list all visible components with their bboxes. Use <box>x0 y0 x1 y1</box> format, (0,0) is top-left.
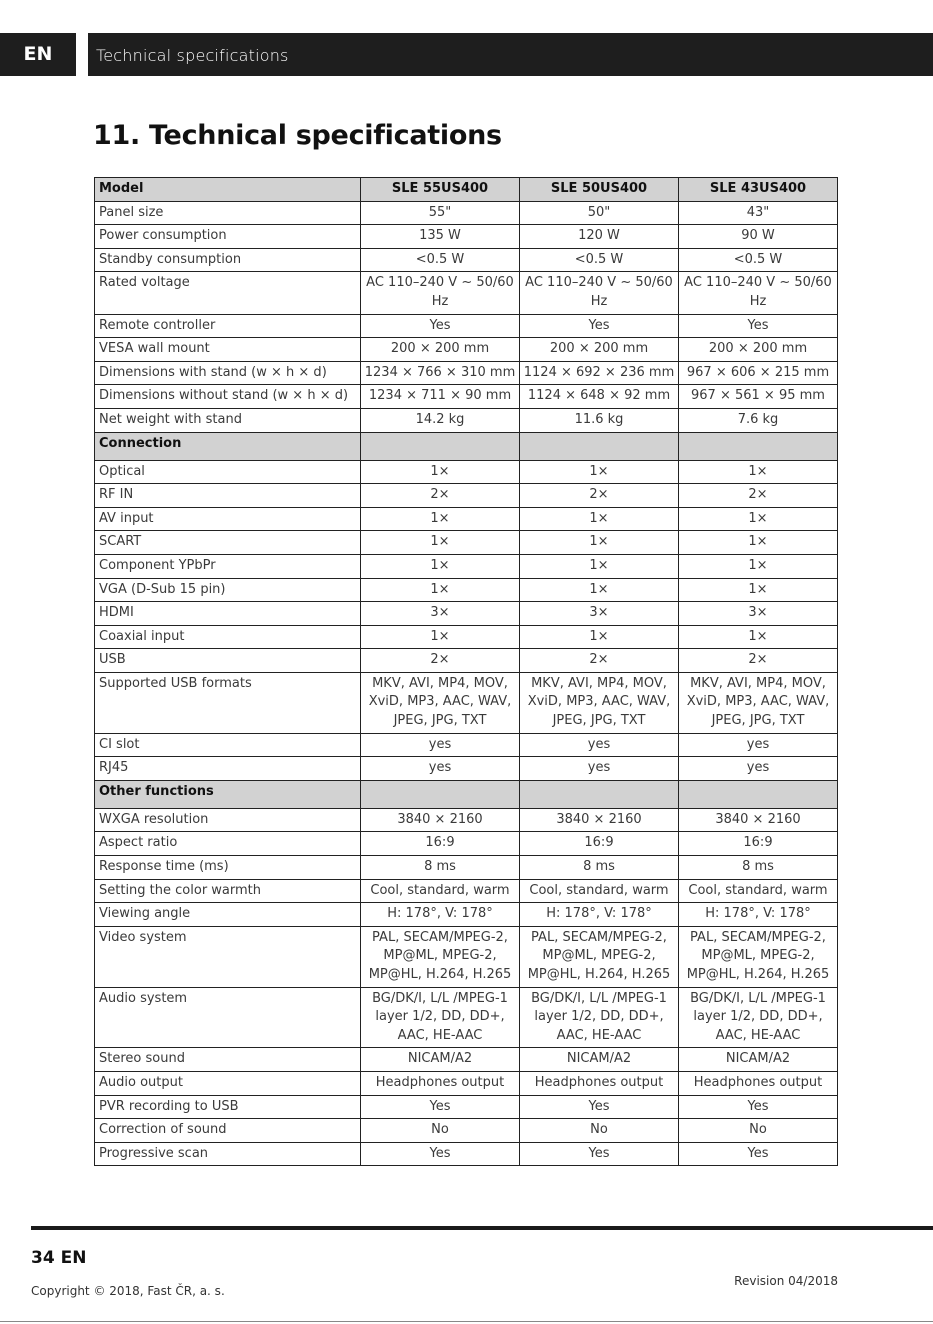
cell-value: yes <box>520 733 679 757</box>
table-row <box>95 272 838 314</box>
cell-value: H: 178°, V: 178° <box>361 903 520 927</box>
table-row <box>95 808 838 832</box>
table-row <box>95 649 838 673</box>
section-empty-cell <box>520 432 679 460</box>
cell-value: 1× <box>679 554 838 578</box>
cell-value: 1× <box>361 531 520 555</box>
column-header-model: Model <box>95 178 361 202</box>
row-label: Panel size <box>95 201 361 225</box>
footer-rule <box>31 1226 933 1230</box>
row-label: Net weight with stand <box>95 408 361 432</box>
cell-value: 1× <box>520 578 679 602</box>
page-number: 34 EN <box>31 1248 87 1268</box>
row-label: PVR recording to USB <box>95 1095 361 1119</box>
cell-value: 16:9 <box>361 832 520 856</box>
table-row <box>95 338 838 362</box>
cell-value: PAL, SECAM/MPEG-2, MP@ML, MPEG-2, MP@HL, H.264, H.265 <box>679 926 838 987</box>
cell-value: 1× <box>520 531 679 555</box>
cell-value: 1× <box>679 507 838 531</box>
section-empty-cell <box>361 432 520 460</box>
cell-value: No <box>361 1119 520 1143</box>
cell-value: Yes <box>679 1095 838 1119</box>
cell-value: 43" <box>679 201 838 225</box>
spec-table <box>94 177 838 1166</box>
table-row <box>95 672 838 733</box>
row-label: USB <box>95 649 361 673</box>
cell-value: 3× <box>679 602 838 626</box>
row-label: VESA wall mount <box>95 338 361 362</box>
table-row <box>95 1071 838 1095</box>
table-row <box>95 903 838 927</box>
revision: Revision 04/2018 <box>734 1274 838 1288</box>
cell-value: Yes <box>361 314 520 338</box>
cell-value: H: 178°, V: 178° <box>679 903 838 927</box>
cell-value: PAL, SECAM/MPEG-2, MP@ML, MPEG-2, MP@HL, H.264, H.265 <box>520 926 679 987</box>
cell-value: Headphones output <box>361 1071 520 1095</box>
row-label: CI slot <box>95 733 361 757</box>
column-header-model-2: SLE 50US400 <box>520 178 679 202</box>
table-row <box>95 625 838 649</box>
cell-value: 2× <box>520 484 679 508</box>
table-row <box>95 926 838 987</box>
cell-value: BG/DK/I, L/L /MPEG-1 layer 1/2, DD, DD+, AAC, HE-AAC <box>361 987 520 1048</box>
section-title: Other functions <box>95 780 361 808</box>
cell-value: 1× <box>679 531 838 555</box>
table-row <box>95 361 838 385</box>
cell-value: 1234 × 766 × 310 mm <box>361 361 520 385</box>
cell-value: <0.5 W <box>520 248 679 272</box>
cell-value: AC 110–240 V ~ 50/60 Hz <box>361 272 520 314</box>
row-label: Standby consumption <box>95 248 361 272</box>
cell-value: Headphones output <box>520 1071 679 1095</box>
row-label: SCART <box>95 531 361 555</box>
row-label: Component YPbPr <box>95 554 361 578</box>
section-row <box>95 780 838 808</box>
row-label: Video system <box>95 926 361 987</box>
section-empty-cell <box>361 780 520 808</box>
table-row <box>95 507 838 531</box>
cell-value: 1× <box>361 625 520 649</box>
section-row <box>95 432 838 460</box>
table-header-row <box>95 178 838 202</box>
cell-value: Yes <box>679 314 838 338</box>
cell-value: 7.6 kg <box>679 408 838 432</box>
cell-value: 200 × 200 mm <box>361 338 520 362</box>
cell-value: yes <box>520 757 679 781</box>
cell-value: 1× <box>520 554 679 578</box>
row-label: VGA (D-Sub 15 pin) <box>95 578 361 602</box>
header-separator <box>76 33 88 76</box>
row-label: Power consumption <box>95 225 361 249</box>
row-label: AV input <box>95 507 361 531</box>
cell-value: NICAM/A2 <box>520 1048 679 1072</box>
page-title: 11. Technical specifications <box>93 120 502 151</box>
cell-value: 2× <box>520 649 679 673</box>
cell-value: NICAM/A2 <box>361 1048 520 1072</box>
cell-value: Cool, standard, warm <box>520 879 679 903</box>
table-row <box>95 408 838 432</box>
row-label: Optical <box>95 460 361 484</box>
cell-value: Cool, standard, warm <box>679 879 838 903</box>
cell-value: No <box>520 1119 679 1143</box>
table-row <box>95 460 838 484</box>
cell-value: Yes <box>679 1142 838 1166</box>
cell-value: <0.5 W <box>361 248 520 272</box>
cell-value: 1× <box>361 578 520 602</box>
row-label: Rated voltage <box>95 272 361 314</box>
cell-value: Yes <box>520 1095 679 1119</box>
table-row <box>95 385 838 409</box>
table-row <box>95 733 838 757</box>
cell-value: 1234 × 711 × 90 mm <box>361 385 520 409</box>
cell-value: Yes <box>520 314 679 338</box>
row-label: Setting the color warmth <box>95 879 361 903</box>
table-row <box>95 1048 838 1072</box>
cell-value: 1× <box>520 507 679 531</box>
cell-value: yes <box>679 757 838 781</box>
cell-value: 8 ms <box>679 856 838 880</box>
cell-value: 120 W <box>520 225 679 249</box>
cell-value: 135 W <box>361 225 520 249</box>
cell-value: MKV, AVI, MP4, MOV, XviD, MP3, AAC, WAV, JPEG, JPG, TXT <box>520 672 679 733</box>
cell-value: 1× <box>361 460 520 484</box>
cell-value: 16:9 <box>520 832 679 856</box>
cell-value: Headphones output <box>679 1071 838 1095</box>
row-label: Correction of sound <box>95 1119 361 1143</box>
cell-value: 1× <box>679 460 838 484</box>
row-label: Progressive scan <box>95 1142 361 1166</box>
table-row <box>95 1095 838 1119</box>
section-empty-cell <box>679 432 838 460</box>
row-label: Remote controller <box>95 314 361 338</box>
table-row <box>95 201 838 225</box>
cell-value: No <box>679 1119 838 1143</box>
cell-value: Yes <box>361 1142 520 1166</box>
cell-value: 1× <box>679 625 838 649</box>
row-label: Stereo sound <box>95 1048 361 1072</box>
row-label: Audio system <box>95 987 361 1048</box>
cell-value: 200 × 200 mm <box>520 338 679 362</box>
cell-value: 14.2 kg <box>361 408 520 432</box>
cell-value: 967 × 561 × 95 mm <box>679 385 838 409</box>
cell-value: 55" <box>361 201 520 225</box>
table-row <box>95 1142 838 1166</box>
row-label: Supported USB formats <box>95 672 361 733</box>
cell-value: 3× <box>520 602 679 626</box>
table-row <box>95 987 838 1048</box>
cell-value: 2× <box>679 484 838 508</box>
column-header-model-1: SLE 55US400 <box>361 178 520 202</box>
row-label: WXGA resolution <box>95 808 361 832</box>
cell-value: 1× <box>361 507 520 531</box>
row-label: Audio output <box>95 1071 361 1095</box>
cell-value: yes <box>361 757 520 781</box>
row-label: Viewing angle <box>95 903 361 927</box>
cell-value: 1× <box>520 625 679 649</box>
header-title: Technical specifications <box>96 46 289 65</box>
cell-value: yes <box>679 733 838 757</box>
cell-value: 1124 × 648 × 92 mm <box>520 385 679 409</box>
cell-value: MKV, AVI, MP4, MOV, XviD, MP3, AAC, WAV, JPEG, JPG, TXT <box>361 672 520 733</box>
cell-value: AC 110–240 V ~ 50/60 Hz <box>520 272 679 314</box>
table-row <box>95 484 838 508</box>
table-row <box>95 225 838 249</box>
cell-value: 1× <box>679 578 838 602</box>
cell-value: MKV, AVI, MP4, MOV, XviD, MP3, AAC, WAV, JPEG, JPG, TXT <box>679 672 838 733</box>
cell-value: BG/DK/I, L/L /MPEG-1 layer 1/2, DD, DD+, AAC, HE-AAC <box>679 987 838 1048</box>
cell-value: H: 178°, V: 178° <box>520 903 679 927</box>
table-row <box>95 832 838 856</box>
cell-value: 1× <box>361 554 520 578</box>
bottom-line <box>0 1321 933 1322</box>
cell-value: BG/DK/I, L/L /MPEG-1 layer 1/2, DD, DD+, AAC, HE-AAC <box>520 987 679 1048</box>
cell-value: yes <box>361 733 520 757</box>
table-row <box>95 248 838 272</box>
cell-value: 3840 × 2160 <box>520 808 679 832</box>
table-row <box>95 879 838 903</box>
cell-value: 1124 × 692 × 236 mm <box>520 361 679 385</box>
row-label: Dimensions with stand (w × h × d) <box>95 361 361 385</box>
cell-value: 2× <box>361 649 520 673</box>
table-row <box>95 1119 838 1143</box>
cell-value: 50" <box>520 201 679 225</box>
table-row <box>95 554 838 578</box>
cell-value: 1× <box>520 460 679 484</box>
cell-value: 3840 × 2160 <box>361 808 520 832</box>
cell-value: 8 ms <box>520 856 679 880</box>
cell-value: AC 110–240 V ~ 50/60 Hz <box>679 272 838 314</box>
copyright: Copyright © 2018, Fast ČR, a. s. <box>31 1284 225 1298</box>
cell-value: 90 W <box>679 225 838 249</box>
table-row <box>95 757 838 781</box>
cell-value: 11.6 kg <box>520 408 679 432</box>
cell-value: Cool, standard, warm <box>361 879 520 903</box>
row-label: RF IN <box>95 484 361 508</box>
cell-value: PAL, SECAM/MPEG-2, MP@ML, MPEG-2, MP@HL, H.264, H.265 <box>361 926 520 987</box>
cell-value: 200 × 200 mm <box>679 338 838 362</box>
section-empty-cell <box>679 780 838 808</box>
row-label: Aspect ratio <box>95 832 361 856</box>
cell-value: 8 ms <box>361 856 520 880</box>
row-label: Coaxial input <box>95 625 361 649</box>
cell-value: NICAM/A2 <box>679 1048 838 1072</box>
spec-table-body <box>95 178 838 1166</box>
language-tab: EN <box>23 43 53 65</box>
row-label: Response time (ms) <box>95 856 361 880</box>
table-row <box>95 578 838 602</box>
row-label: HDMI <box>95 602 361 626</box>
cell-value: 2× <box>679 649 838 673</box>
cell-value: Yes <box>361 1095 520 1119</box>
table-row <box>95 856 838 880</box>
row-label: Dimensions without stand (w × h × d) <box>95 385 361 409</box>
cell-value: 2× <box>361 484 520 508</box>
table-row <box>95 314 838 338</box>
cell-value: <0.5 W <box>679 248 838 272</box>
cell-value: 3× <box>361 602 520 626</box>
column-header-model-3: SLE 43US400 <box>679 178 838 202</box>
cell-value: 16:9 <box>679 832 838 856</box>
cell-value: Yes <box>520 1142 679 1166</box>
cell-value: 3840 × 2160 <box>679 808 838 832</box>
row-label: RJ45 <box>95 757 361 781</box>
section-title: Connection <box>95 432 361 460</box>
table-row <box>95 602 838 626</box>
section-empty-cell <box>520 780 679 808</box>
table-row <box>95 531 838 555</box>
cell-value: 967 × 606 × 215 mm <box>679 361 838 385</box>
